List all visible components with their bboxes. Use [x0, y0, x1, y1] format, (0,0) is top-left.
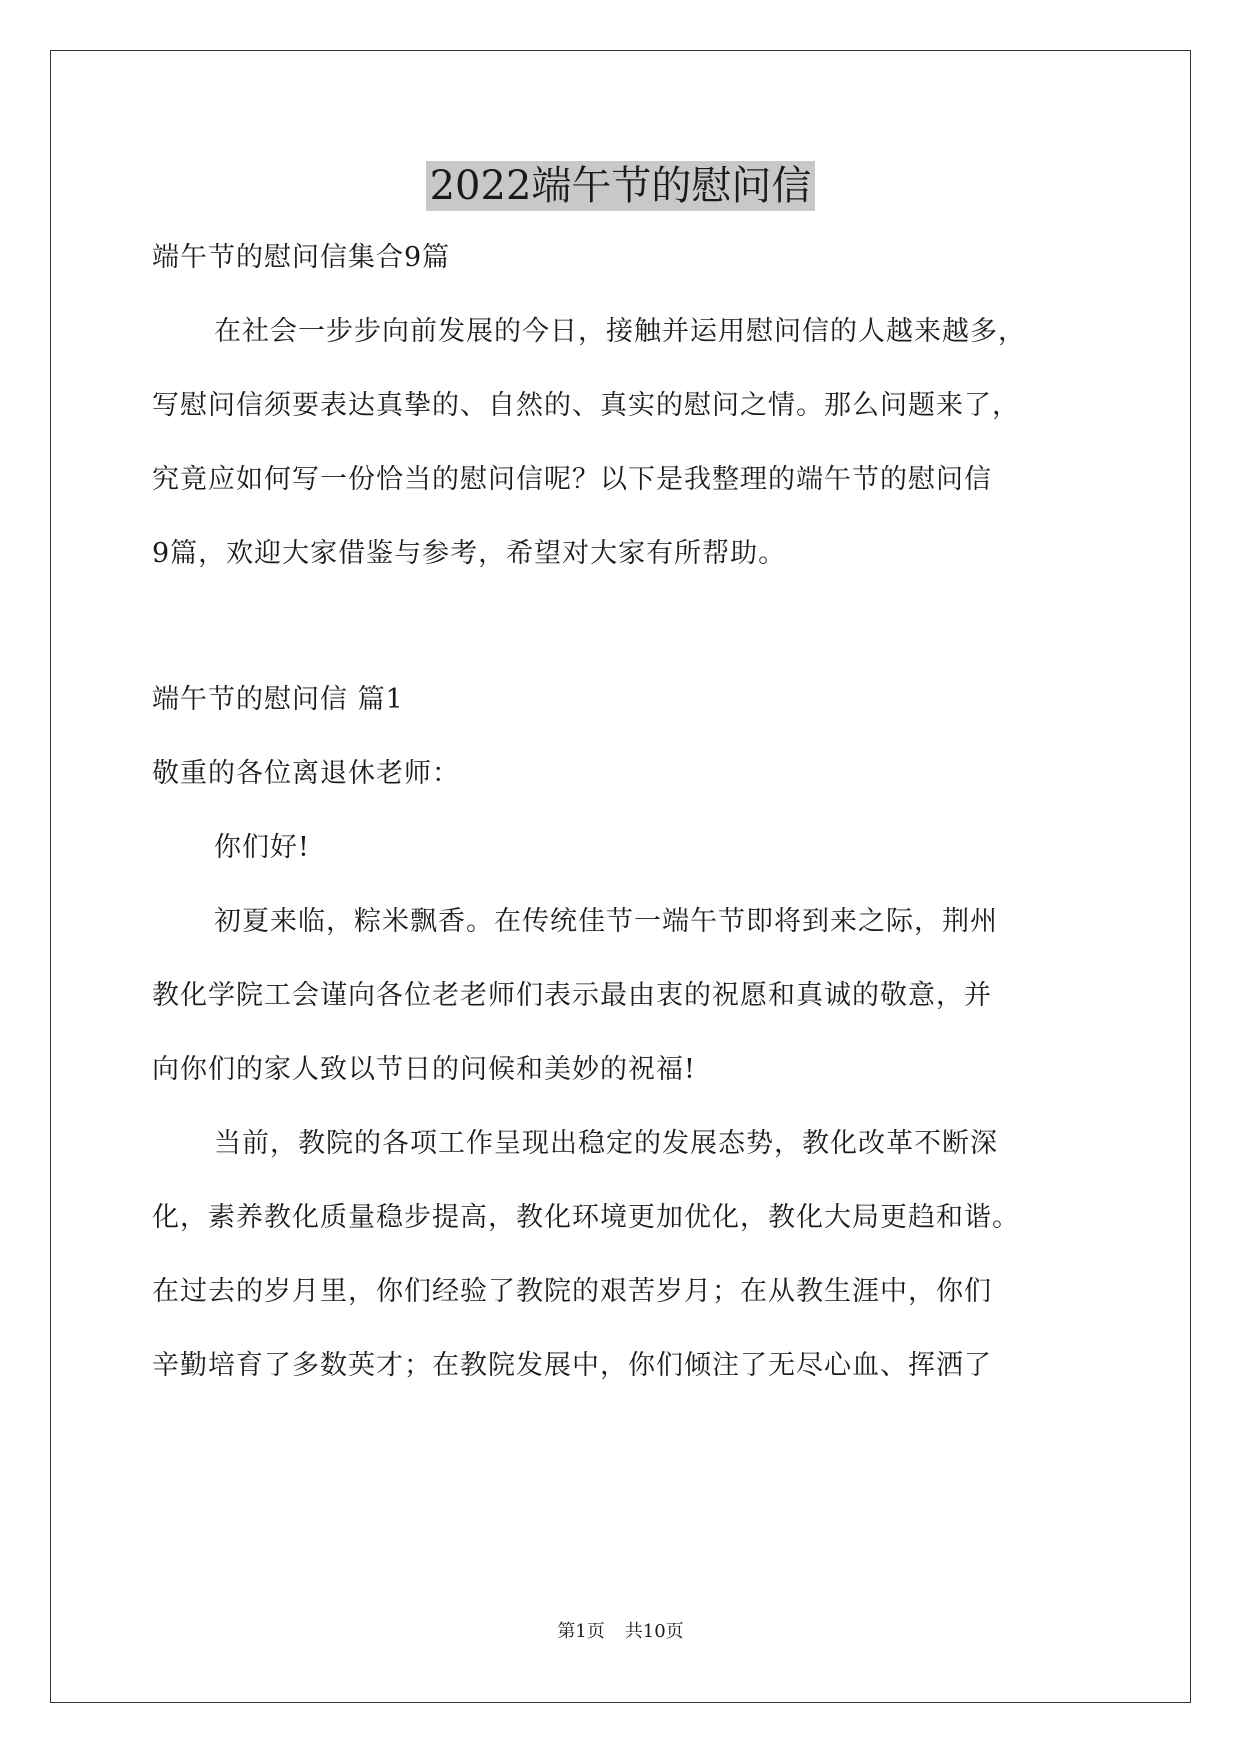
page-footer: [0, 1620, 1241, 1644]
section-heading: 端午节的慰问信 篇1: [152, 684, 404, 715]
paragraph-line: 当前，教院的各项工作呈现出稳定的发展态势，教化改革不断深: [214, 1128, 998, 1159]
page-number: 第1页: [557, 1621, 605, 1642]
page-border: [50, 50, 1191, 1703]
page-total: 共10页: [624, 1621, 684, 1642]
paragraph-line: 教化学院工会谨向各位老老师们表示最由衷的祝愿和真诚的敬意，并: [152, 980, 992, 1011]
paragraph-line: 在社会一步步向前发展的今日，接触并运用慰问信的人越来越多，: [214, 316, 1026, 347]
paragraph-line: 初夏来临，粽米飘香。在传统佳节一端午节即将到来之际，荆州: [214, 906, 998, 937]
paragraph-line: 究竟应如何写一份恰当的慰问信呢？以下是我整理的端午节的慰问信: [152, 464, 992, 495]
greeting: 你们好!: [214, 832, 310, 863]
document-title-text: 2022端午节的慰问信: [426, 161, 816, 211]
subtitle-line: 端午节的慰问信集合9篇: [152, 242, 451, 273]
paragraph-line: 写慰问信须要表达真挚的、自然的、真实的慰问之情。那么问题来了，: [152, 390, 1020, 421]
salutation: 敬重的各位离退休老师：: [152, 758, 460, 789]
paragraph-line: 9篇，欢迎大家借鉴与参考，希望对大家有所帮助。: [152, 538, 787, 569]
paragraph-line: 辛勤培育了多数英才；在教院发展中，你们倾注了无尽心血、挥洒了: [152, 1350, 992, 1381]
document-title: [0, 158, 1241, 214]
paragraph-line: 化，素养教化质量稳步提高，教化环境更加优化，教化大局更趋和谐。: [152, 1202, 1020, 1233]
paragraph-line: 在过去的岁月里，你们经验了教院的艰苦岁月；在从教生涯中，你们: [152, 1276, 992, 1307]
paragraph-line: 向你们的家人致以节日的问候和美妙的祝福!: [152, 1054, 696, 1085]
